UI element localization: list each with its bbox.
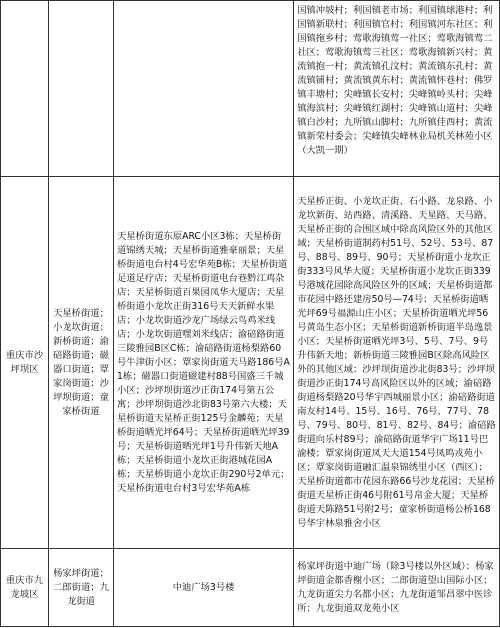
district-cell (1, 1, 49, 177)
streets-cell: 杨家坪街道；二郎街道；九龙街道 (48, 549, 113, 627)
district-cell: 重庆市沙坪坝区 (1, 177, 49, 549)
table-row (1, 177, 500, 549)
district-cell: 重庆市九龙坡区 (1, 549, 49, 627)
streets-cell (48, 1, 113, 177)
mid-risk-cell: 杨家坪街道中迪广场（除3号楼以外区域）；杨家坪街道金都香榭小区；二郎街道望山国际小区；九龙街道尖力名都小区；九龙街道邹昌翠中医诊所；九龙街道双龙苑小区 (294, 549, 500, 627)
table-row (1, 1, 500, 177)
table-row (1, 549, 500, 627)
high-risk-cell: 中迪广场3号楼 (114, 549, 294, 627)
streets-cell: 天星桥街道；小龙坎街道；新桥街道；渝碚路街道；磁器口街道；覃家岗街道；沙坪坝街道；童家桥街道 (48, 177, 113, 549)
high-risk-cell (114, 1, 294, 177)
mid-risk-cell: 国镇冲坡村；利国镇老市场；利国镇球港村；利国镇新联村；利国镇官村；利国镇河东社区；利国镇拖乡村；莺歌海镇莺一社区；莺歌海镇莺二社区；莺歌海镇莺三社区；莺歌海镇新兴村；黄流镇抱一村；黄流镇孔汶村；黄流镇东孔村；黄流镇铺村；黄流镇黄东村；黄流镇怀巷村；佛罗镇丰塘村；尖峰镇长安村；尖峰镇岭头村；尖峰镇海滨村；尖峰镇红湖村；尖峰镇山道村；尖峰镇白沙村；九所镇山脚村；九所镇佳西村；黄流镇新荣村委会；尖峰镇尖峰林业局机关林苑小区（大凯一期） (294, 1, 500, 177)
high-risk-cell: 天星桥街道东原ARC小区3栋；天星桥街道锦绣天城；天星桥街道雅豪丽景；天星桥街道电台村4号宏华苑B栋；天星桥街道足道足疗店；天星桥街道电台巷黔江鸡杂店；天星桥街道百果园凤华大厦店；天星桥街道小龙坎正街316号天天新鲜水果店；小龙坎街道沙龙广场绿云鸟鸡米线店；小龙坎街道嘿刘米线店；渝碚路街道三陵雅园B区C栋；渝碚路街道杨梨路60号牛津街小区；覃家岗街道天马路186号A1栋；磁器口街道磁建村88号国盛三千城小区；沙坪坝街道沙正街174号第五公寓；沙坪坝街道沙北街83号第六大楼；天星桥街道天星桥正街125号金麟苑；天星桥街道晒光坪64号；天星桥街道晒光坪39号；天星桥街道晒光坪1号升伟新天地A栋；天星桥街道小龙坎正街港城花园A栋；天星桥街道小龙坎正街290号2单元；天星桥街道电台村3号宏华苑A栋 (114, 177, 294, 549)
mid-risk-cell: 天星桥正街、小龙坎正街、石小路、龙泉路、小龙坎新街、站西路、清溪路、天星路、天马路、天星桥正街的合围区域中除高风险区外的其他区域；天星桥街道制药村51号、52号、53号、87号、88号、89号、90号；天星桥街道小龙坎正街333号风华大厦；天星桥街道小龙坎正街339号港城花园除高风险区外的区域；天星桥街道都市花园中路还建房50号—74号；天星桥街道晒光坪69号福源山庄小区；天星桥街道晒光坪56号黄岛生态小区；天星桥街道新桥街道半岛逸景小区；天星桥街道晒光坪3号、5号、7号、9号升伟新天地；新桥街道三陵雅园B区除高风险区外的其他区域；沙坪坝街道沙北街83号；沙坪坝街道沙正街174号高风险区以外的区域；渝碚路街道杨梨路20号华宇西城丽景小区；渝碚路街道南友村14号、15号、16号、76号、77号、78号、79号、80号、81号、82号、84号；渝碚路街道向乐村89号；渝碚路街道华宇广场11号巴渝楼；覃家岗街道凤天大道154号凤鸣戎苑小区；覃家岗街道融汇温泉锦绣里小区（西区）；天星桥街道都市花园东路66号沙龙花园；天星桥街道天星桥正街46号附61号帛金大厦；天星桥街道天陈路51号附2号；童家桥街道杨公桥168号华宇林泉雅舍小区 (294, 177, 500, 549)
